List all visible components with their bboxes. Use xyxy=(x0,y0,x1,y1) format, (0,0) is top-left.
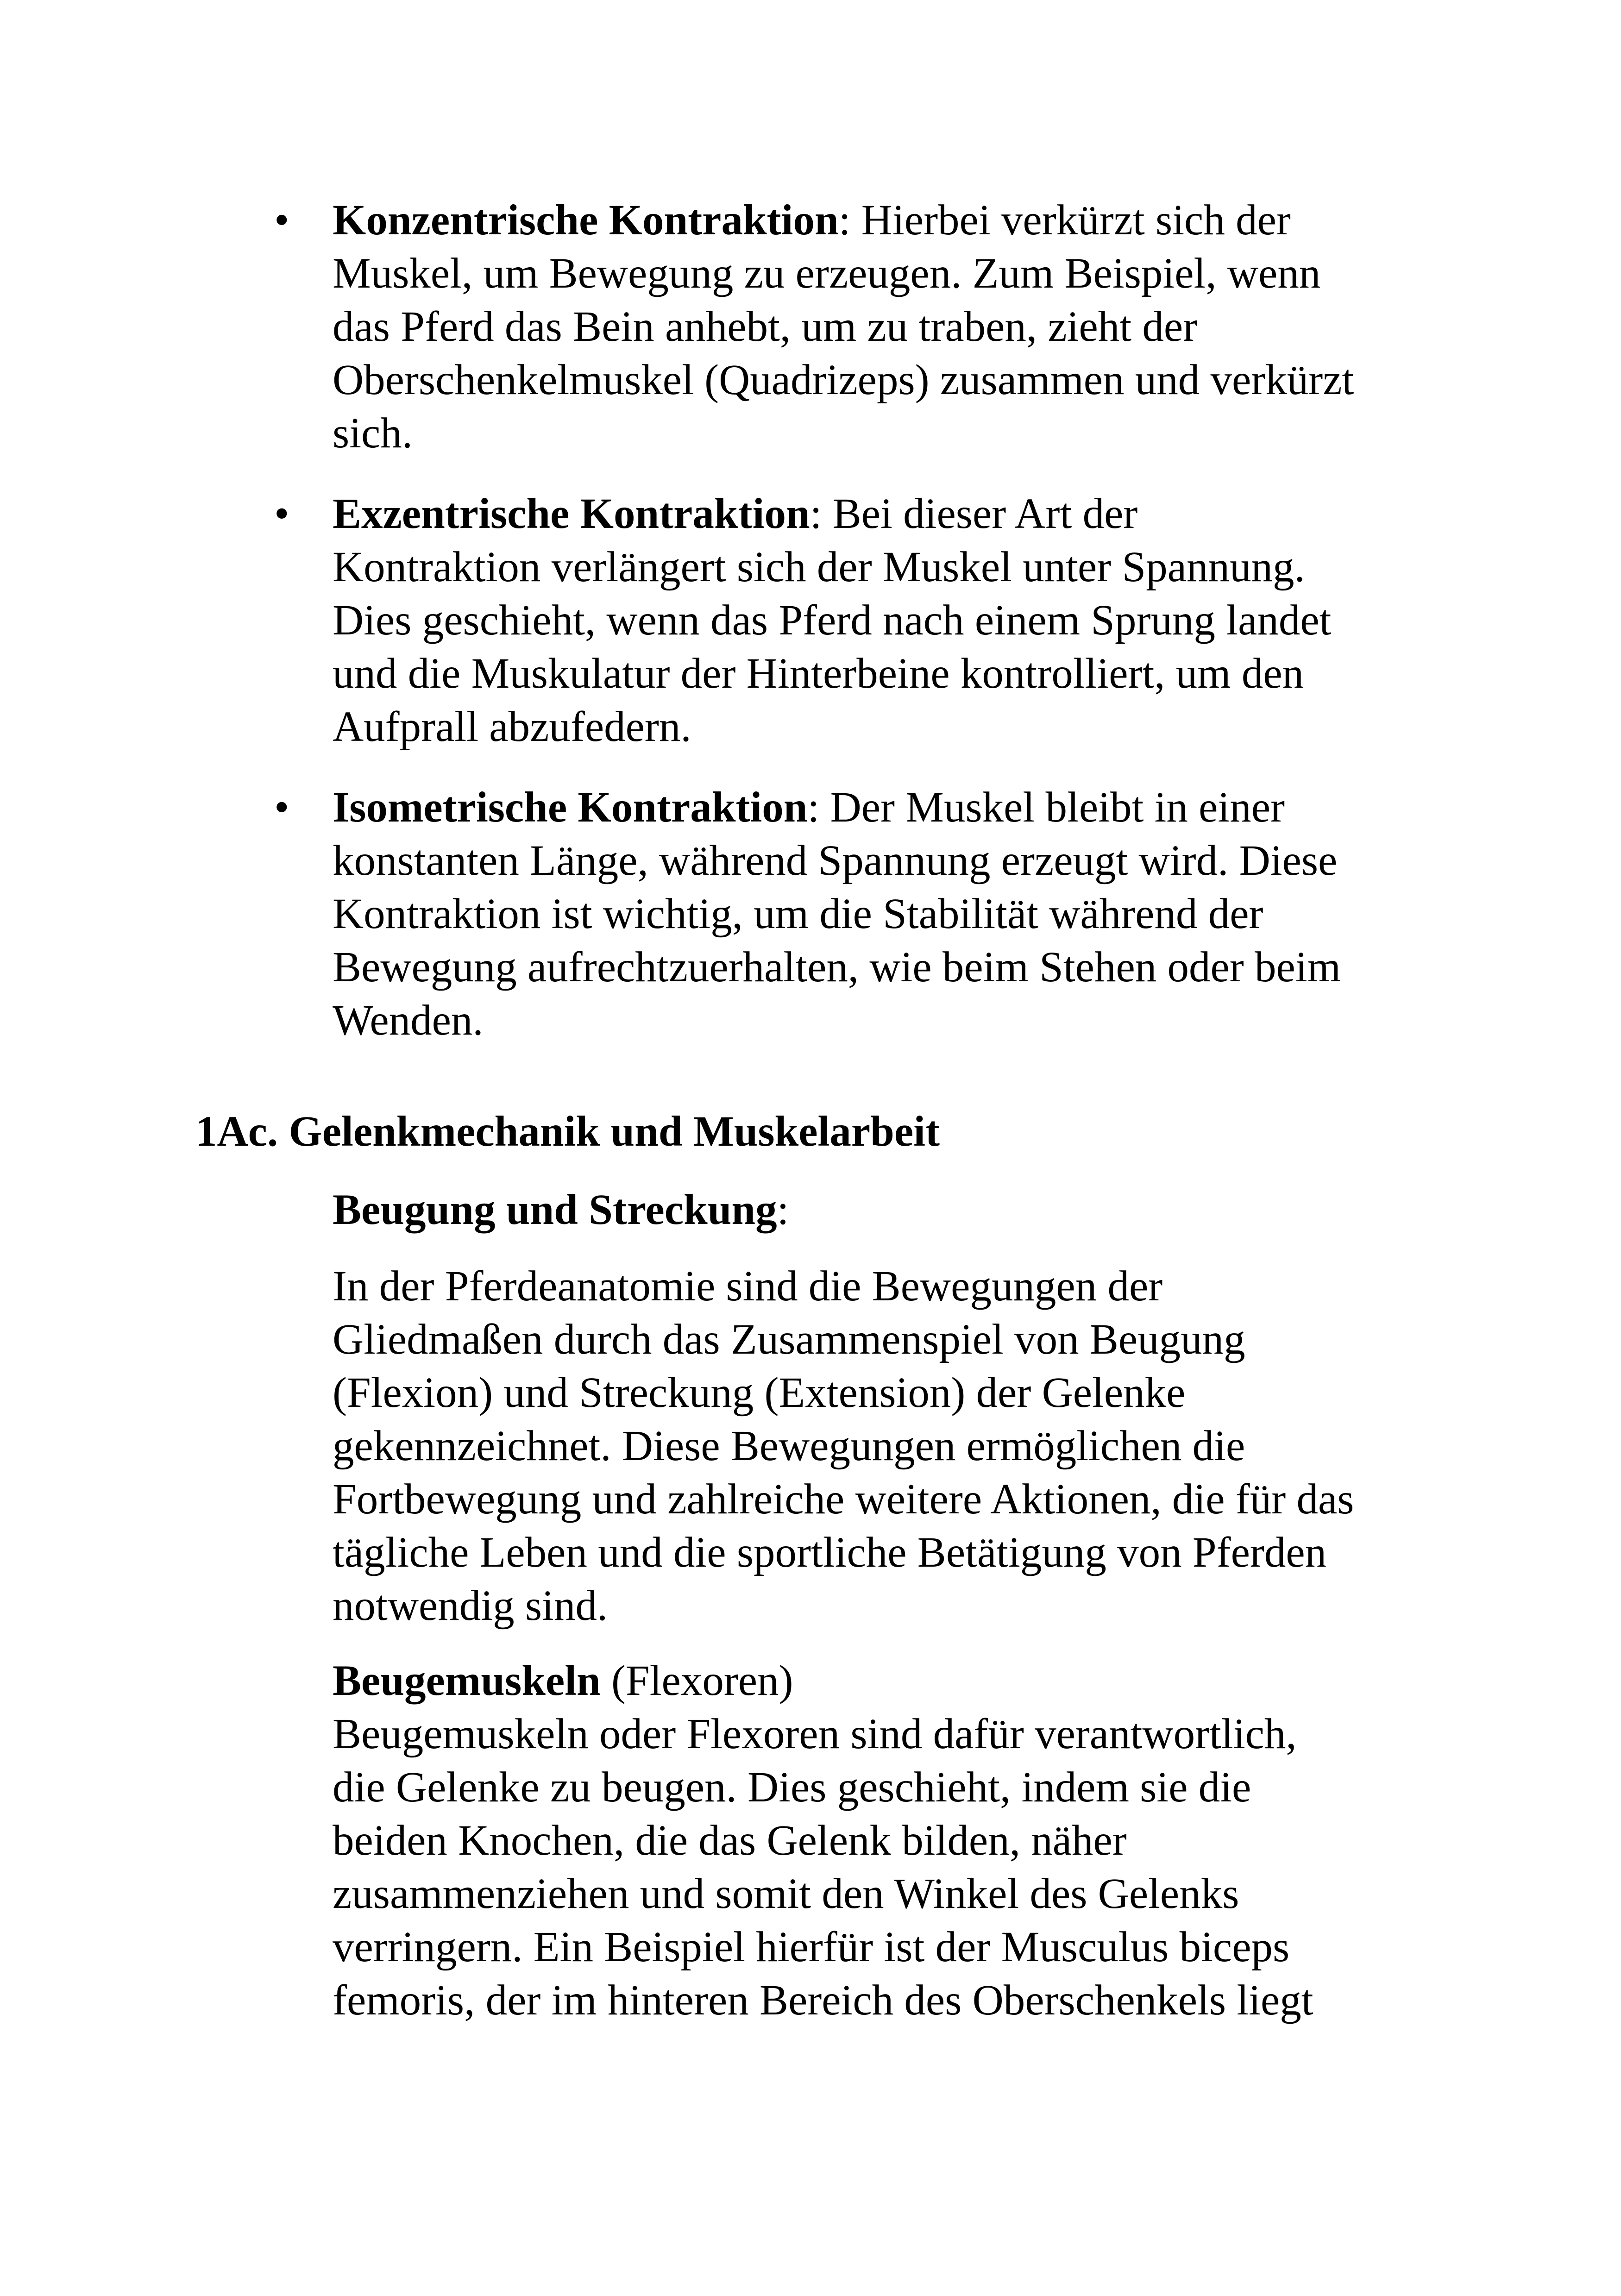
bullet-item-isometrisch xyxy=(333,781,1453,1047)
flexor-title: Beugemuskeln (Flexoren) xyxy=(333,1657,793,1705)
paragraph-intro xyxy=(333,1260,1354,1632)
text-line: Dies geschieht, wenn das Pferd nach einem Sprung landet xyxy=(333,596,1332,644)
bullet-marker: • xyxy=(274,490,289,538)
text-line: Gliedmaßen durch das Zusammenspiel von Beugung xyxy=(333,1316,1245,1363)
text-line: notwendig sind. xyxy=(333,1582,608,1630)
text-line: Aufprall abzufedern. xyxy=(333,703,691,751)
text-line: femoris, der im hinteren Bereich des Oberschenkels liegt xyxy=(333,1976,1313,2024)
bullet-first-line: Konzentrische Kontraktion: Hierbei verkürzt sich der xyxy=(333,196,1291,244)
text-line: gekennzeichnet. Diese Bewegungen ermöglichen die xyxy=(333,1422,1245,1470)
text-line: verringern. Ein Beispiel hierfür ist der Musculus biceps xyxy=(333,1923,1290,1971)
bullet-first-line: Exzentrische Kontraktion: Bei dieser Art der xyxy=(333,490,1138,538)
text-line: tägliche Leben und die sportliche Betätigung von Pferden xyxy=(333,1529,1327,1576)
bullet-marker: • xyxy=(274,196,289,244)
text-line: (Flexion) und Streckung (Extension) der Gelenke xyxy=(333,1369,1186,1417)
paragraph-beugemuskeln xyxy=(333,1654,1313,2027)
text-line: Wenden. xyxy=(333,997,484,1044)
bullet-item-konzentrisch xyxy=(333,194,1453,460)
subheading-beugung-streckung: Beugung und Streckung: xyxy=(333,1186,789,1234)
text-line: Bewegung aufrechtzuerhalten, wie beim Stehen oder beim xyxy=(333,943,1341,991)
section-heading: 1Ac. Gelenkmechanik und Muskelarbeit xyxy=(195,1108,940,1155)
bullet-first-line: Isometrische Kontraktion: Der Muskel bleibt in einer xyxy=(333,784,1285,831)
text-line: Beugemuskeln oder Flexoren sind dafür verantwortlich, xyxy=(333,1710,1297,1758)
text-line: In der Pferdeanatomie sind die Bewegungen der xyxy=(333,1262,1163,1310)
bullet-term: Exzentrische Kontraktion xyxy=(333,490,810,538)
text-line: Oberschenkelmuskel (Quadrizeps) zusammen und verkürzt xyxy=(333,356,1354,404)
bullet-term: Isometrische Kontraktion xyxy=(333,784,808,831)
bullet-marker: • xyxy=(274,784,289,831)
text-line: sich. xyxy=(333,409,413,457)
text-line: beiden Knochen, die das Gelenk bilden, näher xyxy=(333,1817,1127,1864)
text-line: die Gelenke zu beugen. Dies geschieht, indem sie die xyxy=(333,1763,1251,1811)
text-line: Kontraktion verlängert sich der Muskel unter Spannung. xyxy=(333,543,1305,591)
text-line: zusammenziehen und somit den Winkel des Gelenks xyxy=(333,1870,1239,1918)
text-line: Muskel, um Bewegung zu erzeugen. Zum Beispiel, wenn xyxy=(333,250,1321,297)
text-line: das Pferd das Bein anhebt, um zu traben, zieht der xyxy=(333,303,1198,351)
text-line: konstanten Länge, während Spannung erzeugt wird. Diese xyxy=(333,837,1338,885)
text-line: Fortbewegung und zahlreiche weitere Aktionen, die für das xyxy=(333,1475,1354,1523)
text-line: Kontraktion ist wichtig, um die Stabilität während der xyxy=(333,890,1263,938)
bullet-term: Konzentrische Kontraktion xyxy=(333,196,839,244)
text-line: und die Muskulatur der Hinterbeine kontrolliert, um den xyxy=(333,650,1304,697)
bullet-item-exzentrisch xyxy=(333,487,1453,753)
